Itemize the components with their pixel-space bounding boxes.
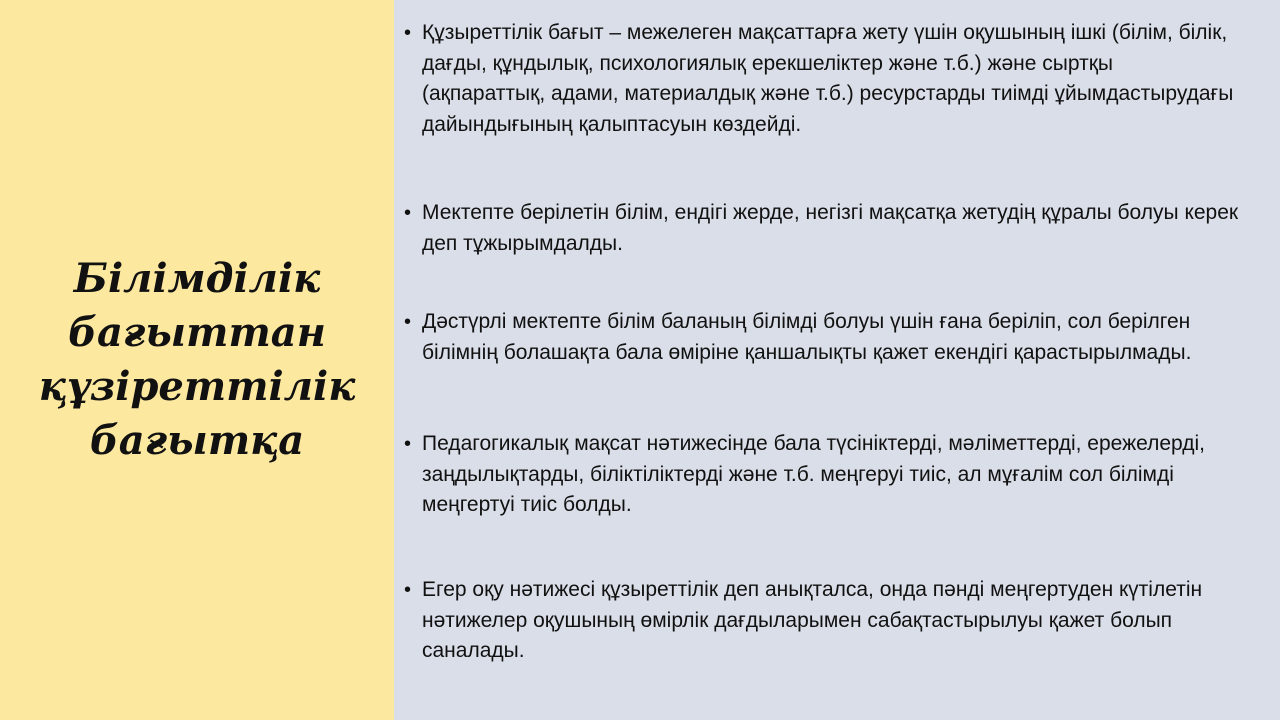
bullet-icon: • — [404, 202, 412, 224]
list-item — [394, 575, 1264, 667]
list-item — [394, 307, 1264, 368]
bullet-text: Дәстүрлі мектепте білім баланың білімді болуы үшін ғана беріліп, сол берілген білімнің болашақта бала өміріне қаншалықты қажет екендігі қарастырылмады. — [422, 310, 1192, 364]
slide-title — [0, 252, 394, 468]
bullet-icon: • — [404, 311, 412, 333]
bullet-icon: • — [404, 22, 412, 44]
bullet-text: Құзыреттілік бағыт – межелеген мақсаттарға жету үшін оқушының ішкі (білім, білік, дағды, құндылық, психологиялық ерекшеліктер және т.б.) және сыртқы (ақпараттық, адами, материалдық және т.б.) ресурстарды тиімді ұйымдастырудағы дайындығының қалыптасуын көздейді. — [422, 21, 1234, 136]
bullet-text: Мектепте берілетін білім, ендігі жерде, негізгі мақсатқа жетудің құралы болуы керек деп тұжырымдалды. — [422, 201, 1239, 255]
title-panel — [0, 0, 394, 720]
title-line-3: құзіреттілік — [38, 363, 356, 410]
bullet-text: Егер оқу нәтижесі құзыреттілік деп анықталса, онда пәнді меңгертуден күтілетін нәтижелер оқушының өмірлік дағдыларымен сабақтастырылуы қажет болып саналады. — [422, 578, 1203, 662]
content-panel — [394, 0, 1280, 720]
title-line-4: бағытқа — [89, 417, 305, 464]
bullet-icon: • — [404, 579, 412, 601]
title-line-2: бағыттан — [68, 309, 326, 356]
bullet-text: Педагогикалық мақсат нәтижесінде бала түсініктерді, мәліметтерді, ережелерді, заңдылықтарды, біліктіліктерді және т.б. меңгеруі тиіс, ал мұғалім сол білімді меңгертуі тиіс болды. — [422, 432, 1206, 516]
list-item — [394, 198, 1264, 259]
list-item — [394, 18, 1264, 140]
bullet-icon: • — [404, 433, 412, 455]
list-item — [394, 429, 1264, 521]
title-line-1: Білімділік — [73, 255, 321, 302]
